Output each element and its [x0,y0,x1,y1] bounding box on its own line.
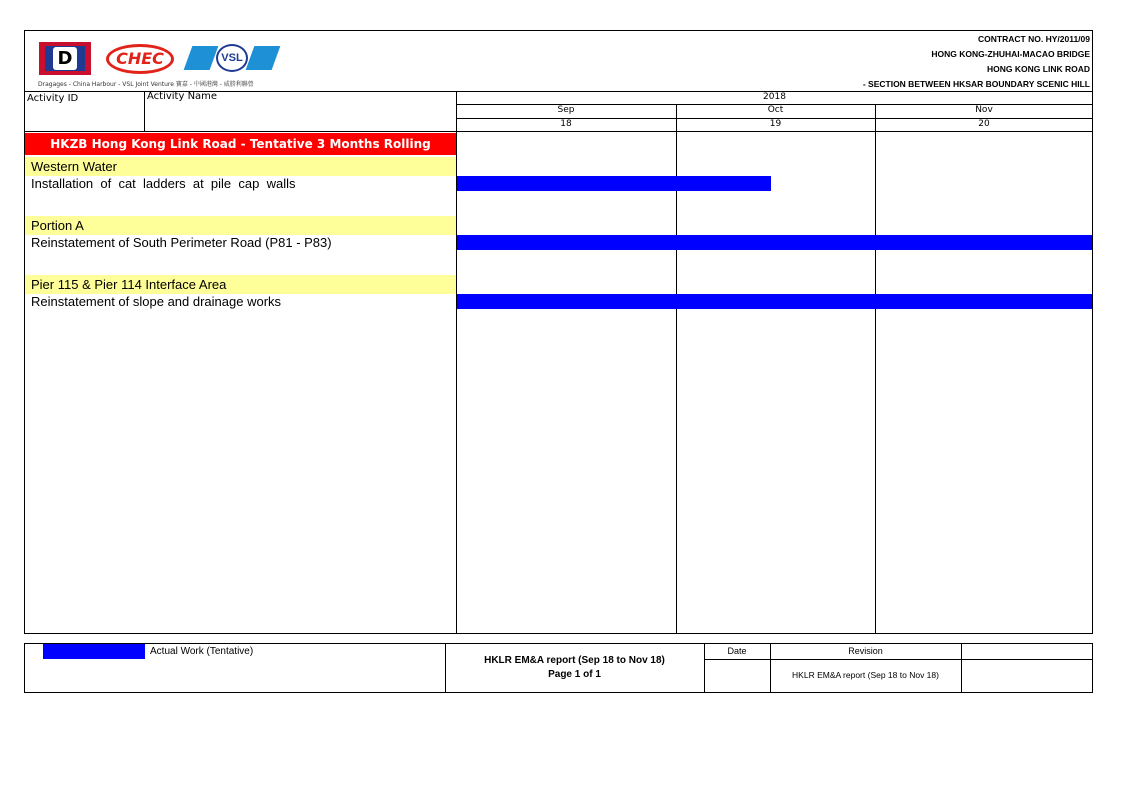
legend-label: Actual Work (Tentative) [150,646,254,657]
month-nov: Nov [975,105,993,115]
legend-swatch [43,644,145,659]
report-title: HKLR EM&A report (Sep 18 to Nov 18) [484,655,665,666]
gantt-bar [457,235,1092,250]
section-pier-interface: Pier 115 & Pier 114 Interface Area [25,275,456,294]
gantt-bar [457,176,771,191]
activity-id-header: Activity ID [27,93,79,104]
year-header: 2018 [763,92,786,102]
revision-value: HKLR EM&A report (Sep 18 to Nov 18) [792,670,939,680]
jv-caption: Dragages - China Harbour - VSL Joint Venture 寶嘉 - 中國港灣 - 威勝利聯營 [38,81,254,88]
section-portion-a: Portion A [25,216,456,235]
week-sep: 18 [560,119,572,129]
vsl-logo: VSL [188,44,276,72]
project-subtitle: HONG KONG LINK ROAD [987,64,1090,74]
dragages-logo: D [39,42,91,75]
activity-cat-ladders: Installation of cat ladders at pile cap walls [31,176,296,191]
date-label: Date [727,646,747,656]
month-oct: Oct [767,105,784,115]
section-western-water: Western Water [25,157,456,176]
page-number: Page 1 of 1 [548,669,601,680]
chec-logo: CHEC [106,44,174,74]
project-section: - SECTION BETWEEN HKSAR BOUNDARY SCENIC HILL [862,79,1090,89]
gantt-bar [457,294,1092,309]
activity-slope-drainage: Reinstatement of slope and drainage works [31,294,282,309]
activity-name-header: Activity Name [147,91,218,102]
week-oct: 19 [769,119,782,129]
contract-number: CONTRACT NO. HY/2011/09 [978,34,1090,44]
week-nov: 20 [978,119,990,129]
month-sep: Sep [557,105,575,115]
revision-label: Revision [848,646,883,656]
programme-title: HKZB Hong Kong Link Road - Tentative 3 Months Rolling [25,133,456,155]
project-name: HONG KONG-ZHUHAI-MACAO BRIDGE [931,49,1090,59]
activity-south-perimeter-road: Reinstatement of South Perimeter Road (P81 - P83) [31,235,332,250]
